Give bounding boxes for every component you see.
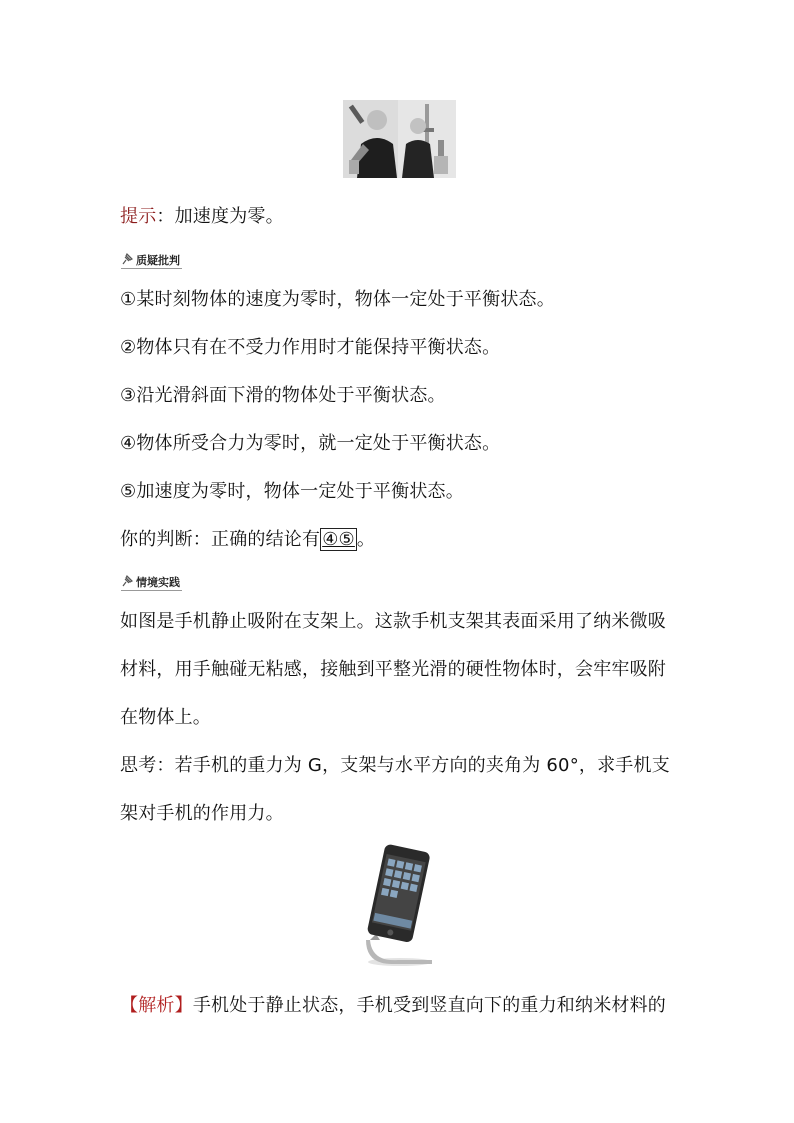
statement-2: ②物体只有在不受力作用时才能保持平衡状态。: [120, 337, 501, 358]
question-line-2: 架对手机的作用力。: [120, 803, 284, 824]
hint-separator: ：: [156, 206, 175, 227]
pin-icon: [121, 575, 133, 591]
scenario-paragraph-line-1: 如图是手机静止吸附在支架上。这款手机支架其表面采用了纳米微吸: [120, 611, 666, 632]
hint-label: 提示: [120, 206, 157, 227]
analysis-text: 手机处于静止状态，手机受到竖直向下的重力和纳米材料的: [192, 995, 667, 1016]
judgement-suffix: 。: [356, 529, 376, 550]
section-tag-label: 质疑批判: [136, 254, 180, 267]
statement-3: ③沿光滑斜面下滑的物体处于平衡状态。: [120, 385, 446, 406]
analysis-label: 【解析】: [120, 995, 193, 1016]
judgement-answer: ④⑤: [322, 529, 355, 550]
statement-1: ①某时刻物体的速度为零时，物体一定处于平衡状态。: [120, 289, 555, 310]
pin-icon: [121, 253, 133, 269]
hint-text: 加速度为零。: [174, 206, 284, 227]
photo-man-with-bat: [343, 100, 401, 178]
judgement-line: [120, 528, 684, 552]
phone-on-stand-figure: [362, 842, 438, 968]
statement-4: ④物体所受合力为零时，就一定处于平衡状态。: [120, 433, 501, 454]
hint-line: [120, 205, 684, 229]
photo-man-with-apparatus: [398, 100, 456, 178]
section-tag-label: 情境实践: [136, 576, 180, 589]
question-line-1: 思考：若手机的重力为 G，支架与水平方向的夹角为 60°，求手机支: [120, 755, 670, 776]
statement-5: ⑤加速度为零时，物体一定处于平衡状态。: [120, 481, 464, 502]
section-tag-scenario-practice: [121, 576, 182, 591]
judgement-prefix: 你的判断：正确的结论有: [120, 529, 321, 550]
section-tag-question-critique: [121, 254, 182, 269]
scenario-paragraph-line-2: 材料，用手触碰无粘感，接触到平整光滑的硬性物体时，会牢牢吸附: [120, 659, 666, 680]
scenario-paragraph-line-3: 在物体上。: [120, 707, 211, 728]
analysis-line: [120, 994, 684, 1018]
